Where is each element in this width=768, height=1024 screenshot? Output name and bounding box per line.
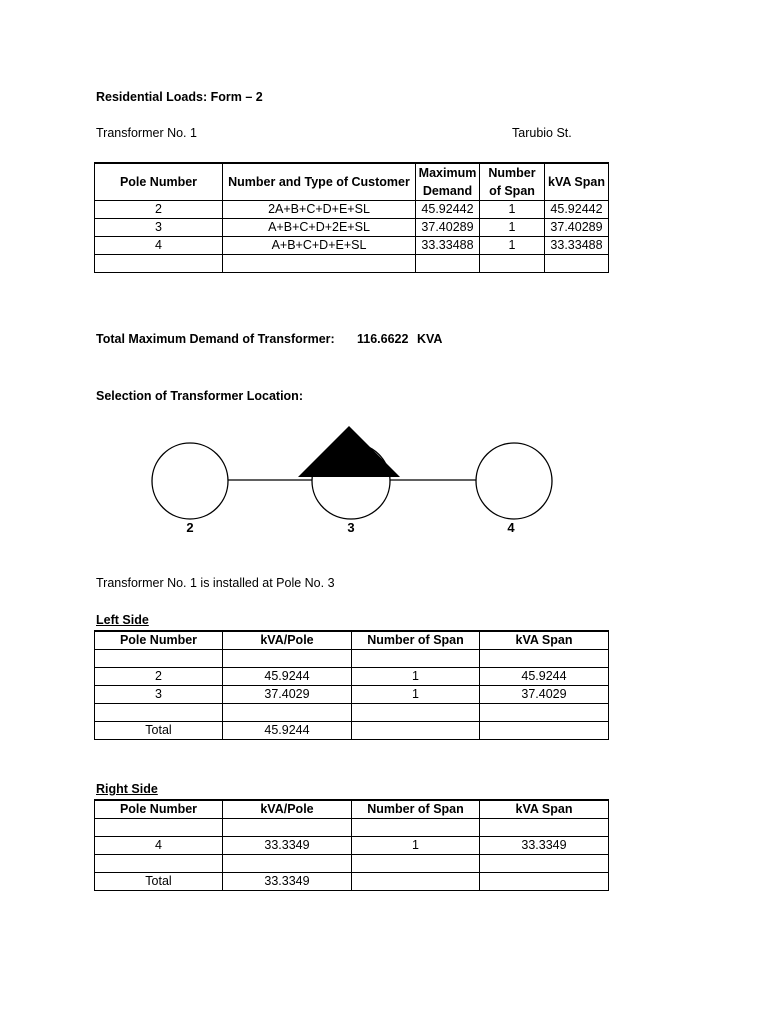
left-side-table (94, 630, 609, 740)
header-number-of-span: Number of Span (352, 800, 480, 819)
header-kva-pole: kVA/Pole (223, 800, 352, 819)
pole-label-3: 3 (347, 520, 355, 535)
cell-kva-span (480, 704, 609, 722)
transformer-location-diagram (140, 420, 570, 550)
cell-span (352, 855, 480, 873)
table-row (95, 219, 609, 237)
transformer-triangle-icon (298, 426, 400, 477)
cell-pole (95, 255, 223, 273)
table-row (95, 201, 609, 219)
cell-kva: 33.33488 (545, 237, 609, 255)
cell-pole (95, 650, 223, 668)
cell-span (352, 722, 480, 740)
cell-span (352, 819, 480, 837)
cell-kva-span (480, 650, 609, 668)
cell-pole (95, 704, 223, 722)
cell-total-kva-pole: 45.9244 (223, 722, 352, 740)
header-pole-number: Pole Number (95, 800, 223, 819)
pole-circle-4 (476, 443, 552, 519)
cell-span: 1 (352, 837, 480, 855)
table-header-row (95, 631, 609, 650)
table-row (95, 855, 609, 873)
header-max-demand-line2: Demand (422, 184, 473, 198)
cell-pole: 4 (95, 237, 223, 255)
customer-demand-table (94, 162, 609, 273)
cell-customer: A+B+C+D+E+SL (223, 237, 416, 255)
cell-kva-span (480, 722, 609, 740)
total-demand-unit: KVA (417, 332, 443, 346)
cell-kva-span: 37.4029 (480, 686, 609, 704)
total-demand-value: 116.6622 (357, 332, 409, 346)
cell-pole (95, 855, 223, 873)
header-kva-span: kVA Span (545, 163, 609, 201)
total-row (95, 722, 609, 740)
cell-demand: 37.40289 (416, 219, 480, 237)
table-header-row (95, 800, 609, 819)
cell-kva-pole: 45.9244 (223, 668, 352, 686)
cell-customer: A+B+C+D+2E+SL (223, 219, 416, 237)
cell-kva-span: 33.3349 (480, 837, 609, 855)
header-pole-number: Pole Number (95, 631, 223, 650)
header-number-of-span: Number of Span (352, 631, 480, 650)
header-number-of-span (480, 163, 545, 201)
cell-kva-span: 45.9244 (480, 668, 609, 686)
cell-kva (545, 255, 609, 273)
cell-kva-pole (223, 650, 352, 668)
total-row (95, 873, 609, 891)
cell-span (352, 650, 480, 668)
table-row (95, 237, 609, 255)
header-pole-number: Pole Number (95, 163, 223, 201)
transformer-label: Transformer No. 1 (96, 126, 197, 140)
header-span-line1: Number (488, 166, 536, 180)
right-side-title: Right Side (96, 782, 158, 796)
cell-demand: 45.92442 (416, 201, 480, 219)
table-row (95, 704, 609, 722)
header-span-line2: of Span (489, 184, 535, 198)
cell-kva-pole (223, 819, 352, 837)
cell-kva-span (480, 873, 609, 891)
cell-span: 1 (352, 686, 480, 704)
cell-pole: 3 (95, 686, 223, 704)
pole-circle-2 (152, 443, 228, 519)
cell-pole: 4 (95, 837, 223, 855)
cell-pole: 2 (95, 668, 223, 686)
cell-span (352, 873, 480, 891)
table-row (95, 650, 609, 668)
cell-kva-pole: 33.3349 (223, 837, 352, 855)
left-side-title: Left Side (96, 613, 149, 627)
cell-kva: 37.40289 (545, 219, 609, 237)
pole-label-2: 2 (186, 520, 194, 535)
cell-kva-pole: 37.4029 (223, 686, 352, 704)
cell-span: 1 (480, 201, 545, 219)
cell-pole: 3 (95, 219, 223, 237)
header-kva-pole: kVA/Pole (223, 631, 352, 650)
table-header-row (95, 163, 609, 201)
header-max-demand (416, 163, 480, 201)
pole-label-4: 4 (507, 520, 515, 535)
cell-total-label: Total (95, 722, 223, 740)
cell-kva-pole (223, 855, 352, 873)
header-kva-span: kVA Span (480, 800, 609, 819)
cell-span (480, 255, 545, 273)
form-title: Residential Loads: Form – 2 (96, 90, 263, 104)
cell-total-kva-pole: 33.3349 (223, 873, 352, 891)
cell-span: 1 (352, 668, 480, 686)
header-customer-type: Number and Type of Customer (223, 163, 416, 201)
cell-kva: 45.92442 (545, 201, 609, 219)
cell-pole: 2 (95, 201, 223, 219)
total-demand-label: Total Maximum Demand of Transformer: (96, 332, 335, 346)
cell-span: 1 (480, 219, 545, 237)
cell-kva-span (480, 855, 609, 873)
cell-demand (416, 255, 480, 273)
table-row (95, 819, 609, 837)
cell-kva-pole (223, 704, 352, 722)
selection-label: Selection of Transformer Location: (96, 389, 303, 403)
cell-total-label: Total (95, 873, 223, 891)
street-name: Tarubio St. (512, 126, 572, 140)
cell-pole (95, 819, 223, 837)
cell-demand: 33.33488 (416, 237, 480, 255)
right-side-table (94, 799, 609, 891)
cell-span (352, 704, 480, 722)
cell-span: 1 (480, 237, 545, 255)
cell-customer: 2A+B+C+D+E+SL (223, 201, 416, 219)
cell-kva-span (480, 819, 609, 837)
installed-note: Transformer No. 1 is installed at Pole No. 3 (96, 576, 335, 590)
table-row (95, 255, 609, 273)
table-row (95, 686, 609, 704)
table-row (95, 837, 609, 855)
header-kva-span: kVA Span (480, 631, 609, 650)
cell-customer (223, 255, 416, 273)
table-row (95, 668, 609, 686)
header-max-demand-line1: Maximum (418, 166, 477, 180)
